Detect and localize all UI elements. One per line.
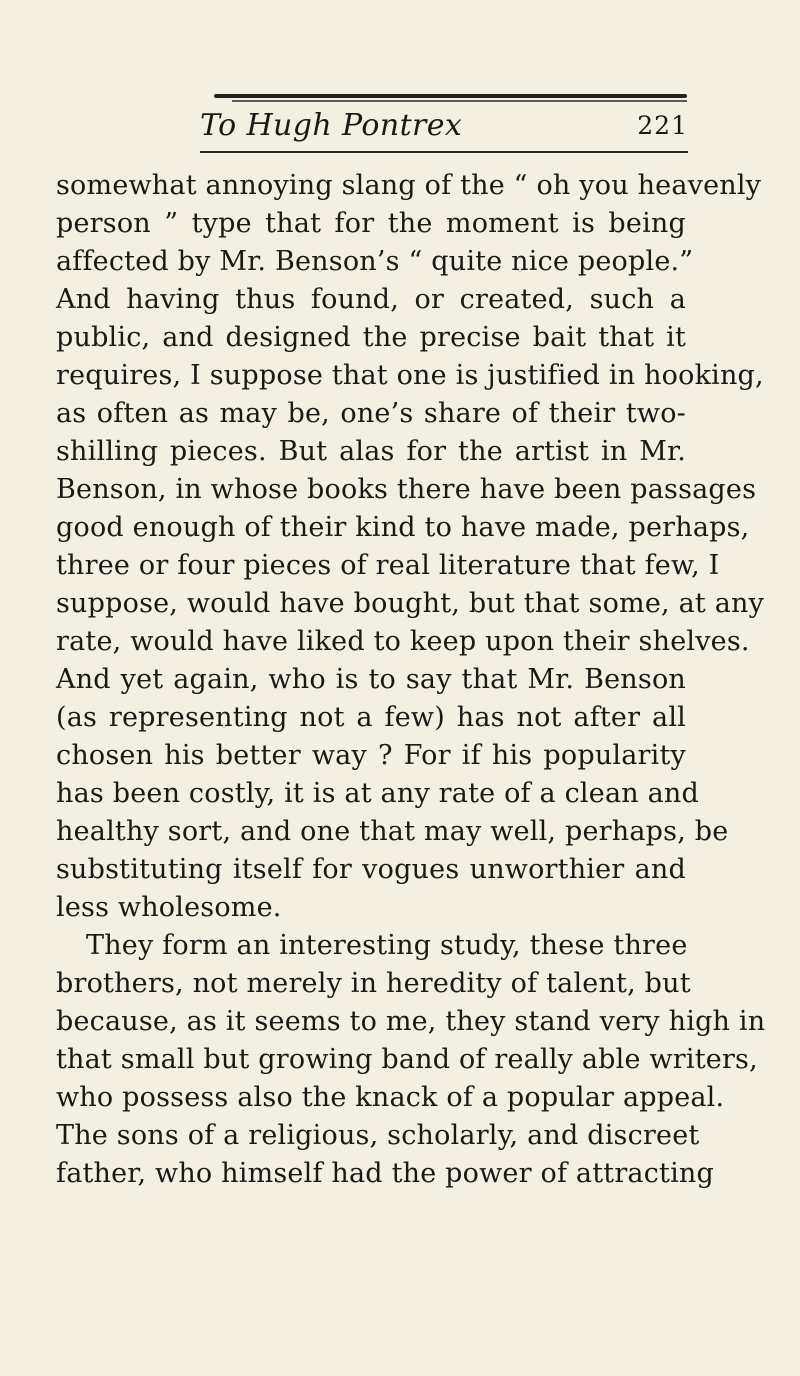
text-line: affected by Mr. Benson’s “ quite nice people.” bbox=[56, 246, 694, 277]
text-line: because, as it seems to me, they stand very high in bbox=[56, 1006, 766, 1037]
text-line: brothers, not merely in heredity of talent, but bbox=[56, 968, 691, 999]
text-line: rate, would have liked to keep upon their shelves. bbox=[56, 626, 750, 657]
text-line: requires, I suppose that one is justified in hooking, bbox=[56, 360, 764, 391]
text-line: And yet again, who is to say that Mr. Benson bbox=[56, 664, 686, 695]
text-line: good enough of their kind to have made, perhaps, bbox=[56, 512, 750, 543]
text-line: chosen his better way ? For if his popularity bbox=[56, 740, 686, 771]
text-line: somewhat annoying slang of the “ oh you heavenly bbox=[56, 170, 762, 201]
text-line: three or four pieces of real literature that few, I bbox=[56, 550, 720, 581]
text-line: And having thus found, or created, such a bbox=[56, 284, 686, 315]
text-line: substituting itself for vogues unworthier and bbox=[56, 854, 686, 885]
text-line: person ” type that for the moment is being bbox=[56, 208, 686, 239]
running-title: To Hugh Pontrex bbox=[200, 108, 463, 143]
text-line: father, who himself had the power of attracting bbox=[56, 1158, 715, 1189]
text-line: that small but growing band of really able writers, bbox=[56, 1044, 758, 1075]
text-line: as often as may be, one’s share of their two- bbox=[56, 398, 686, 429]
text-line: suppose, would have bought, but that some, at any bbox=[56, 588, 765, 619]
header-rule bbox=[200, 151, 688, 153]
text-line: They form an interesting study, these three bbox=[86, 930, 688, 961]
text-line: has been costly, it is at any rate of a clean and bbox=[56, 778, 699, 809]
text-line: healthy sort, and one that may well, perhaps, be bbox=[56, 816, 729, 847]
page-header bbox=[200, 106, 688, 152]
text-line: public, and designed the precise bait that it bbox=[56, 322, 686, 353]
top-rule-secondary bbox=[232, 100, 687, 102]
text-line: shilling pieces. But alas for the artist in Mr. bbox=[56, 436, 686, 467]
text-line: Benson, in whose books there have been passages bbox=[56, 474, 757, 505]
text-line: less wholesome. bbox=[56, 892, 282, 923]
text-line: who possess also the knack of a popular appeal. bbox=[56, 1082, 725, 1113]
top-rule bbox=[214, 94, 687, 98]
text-line: The sons of a religious, scholarly, and discreet bbox=[56, 1120, 700, 1151]
page-number: 221 bbox=[637, 111, 688, 140]
text-line: (as representing not a few) has not after all bbox=[56, 702, 686, 733]
